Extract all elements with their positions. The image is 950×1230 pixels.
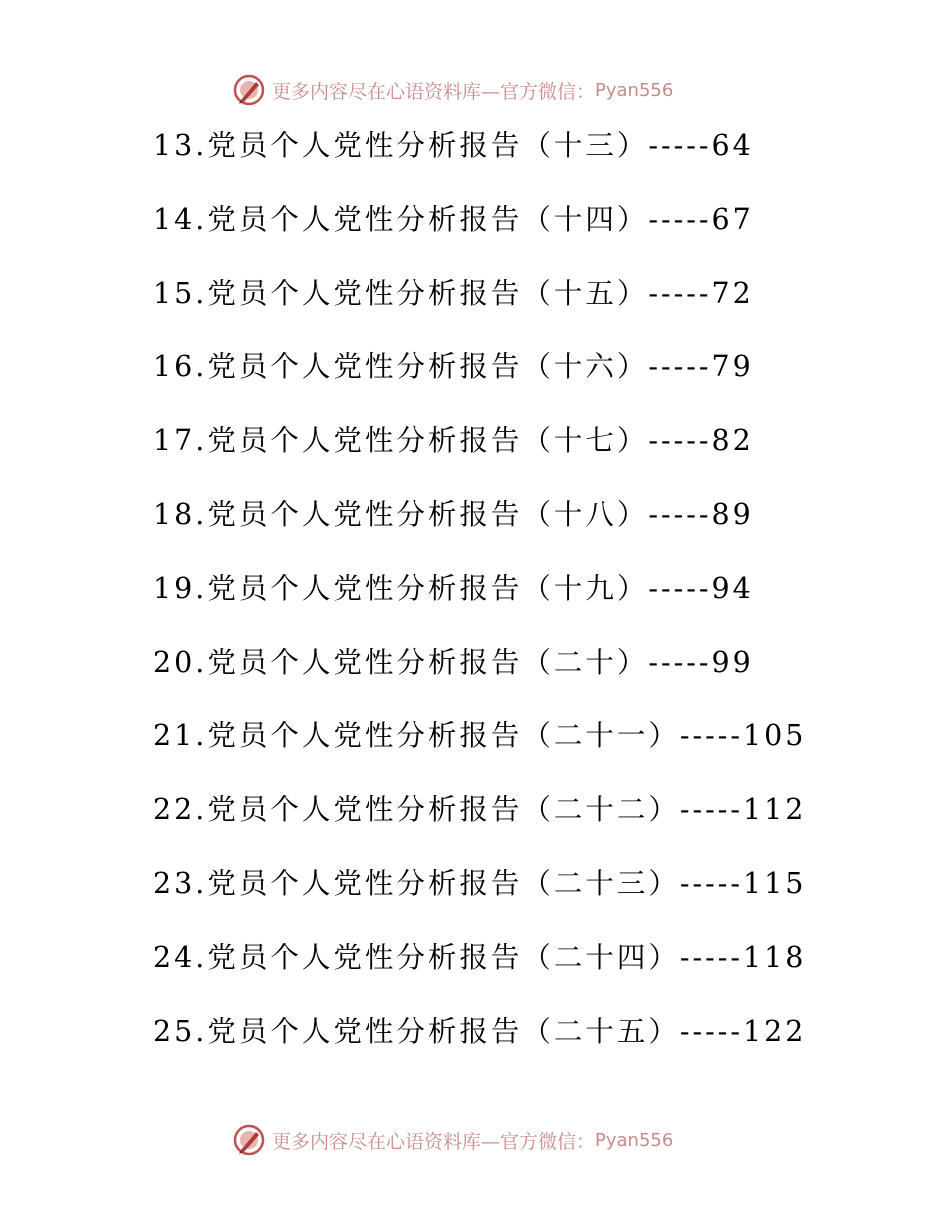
toc-item-label: 14.党员个人党性分析报告（十四）-----67 [153,202,754,236]
toc-item-label: 18.党员个人党性分析报告（十八）-----89 [153,497,754,531]
toc-item-17[interactable] [153,419,806,493]
pen-logo-icon [232,1123,266,1157]
toc-item-18[interactable] [153,493,806,567]
watermark-wechat-id: Pyan556 [595,79,674,101]
toc-item-label: 21.党员个人党性分析报告（二十一）-----105 [153,719,807,753]
watermark-text: 更多内容尽在心语资料库—官方微信： [272,1130,596,1153]
toc-item-label: 20.党员个人党性分析报告（二十）-----99 [153,645,754,679]
toc-item-14[interactable] [153,198,806,272]
toc-item-25[interactable] [153,1010,806,1084]
header-watermark [232,72,673,108]
toc-item-19[interactable] [153,567,806,641]
toc-item-21[interactable] [153,714,806,788]
toc-item-22[interactable] [153,788,806,862]
toc-item-label: 13.党员个人党性分析报告（十三）-----64 [153,129,754,162]
toc-item-16[interactable] [153,345,806,419]
table-of-contents [153,124,806,1083]
footer-watermark [232,1122,673,1158]
toc-item-label: 15.党员个人党性分析报告（十五）-----72 [153,276,754,310]
toc-item-23[interactable] [153,862,806,936]
toc-item-label: 23.党员个人党性分析报告（二十三）-----115 [153,866,807,900]
toc-item-label: 16.党员个人党性分析报告（十六）-----79 [153,350,754,384]
toc-item-label: 17.党员个人党性分析报告（十七）-----82 [153,424,754,458]
watermark-wechat-id: Pyan556 [595,1129,674,1151]
toc-item-label: 22.党员个人党性分析报告（二十二）-----112 [153,793,807,827]
watermark-text: 更多内容尽在心语资料库—官方微信： [272,80,596,103]
toc-item-15[interactable] [153,272,806,346]
pen-logo-icon [232,73,266,107]
toc-item-label: 19.党员个人党性分析报告（十九）-----94 [153,571,754,605]
toc-item-20[interactable] [153,641,806,715]
toc-item-13[interactable] [153,124,806,198]
toc-item-24[interactable] [153,936,806,1010]
toc-item-label: 24.党员个人党性分析报告（二十四）-----118 [153,940,807,974]
toc-item-label: 25.党员个人党性分析报告（二十五）-----122 [153,1014,807,1048]
